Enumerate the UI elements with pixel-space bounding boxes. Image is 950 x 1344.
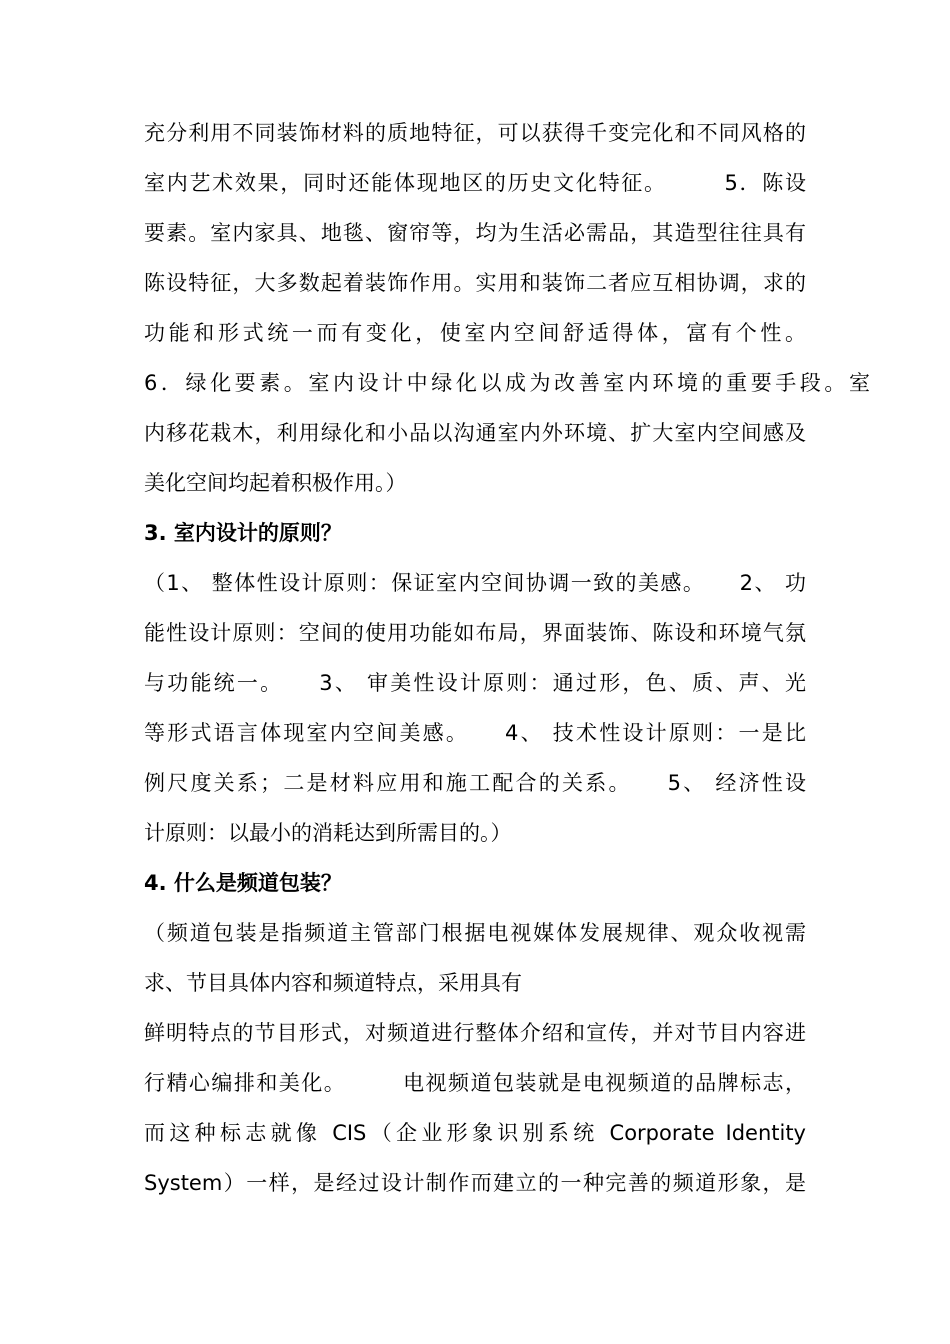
paragraph-line: 6．绿化要素。室内设计中绿化以成为改善室内环境的重要手段。室	[144, 371, 870, 395]
paragraph-line: 鲜明特点的节目形式，对频道进行整体介绍和宣传，并对节目内容进	[144, 1021, 806, 1045]
paragraph-line: 与功能统一。 3、 审美性设计原则：通过形，色、质、声、光	[144, 671, 806, 695]
paragraph-line: 充分利用不同装饰材料的质地特征，可以获得千变完化和不同风格的	[144, 121, 806, 145]
paragraph-line: System）一样，是经过设计制作而建立的一种完善的频道形象，是	[144, 1171, 806, 1195]
paragraph-line: 室内艺术效果，同时还能体现地区的历史文化特征。 5．陈设	[144, 171, 806, 195]
paragraph-line: （1、 整体性设计原则：保证室内空间协调一致的美感。 2、 功	[144, 571, 806, 595]
paragraph-line: （频道包装是指频道主管部门根据电视媒体发展规律、观众收视需	[144, 921, 806, 945]
paragraph-line: 内移花栽木，利用绿化和小品以沟通室内外环境、扩大室内空间感及	[144, 421, 806, 445]
paragraph-line: 能性设计原则：空间的使用功能如布局，界面装饰、陈设和环境气氛	[144, 621, 806, 645]
paragraph-line: 等形式语言体现室内空间美感。 4、 技术性设计原则：一是比	[144, 721, 806, 745]
paragraph-line: 功能和形式统一而有变化，使室内空间舒适得体，富有个性。	[144, 321, 806, 345]
paragraph-line: 而这种标志就像 CIS（企业形象识别系统 Corporate Identity	[144, 1121, 806, 1145]
paragraph-line: 求、节目具体内容和频道特点，采用具有	[144, 971, 522, 995]
section-heading: 4. 什么是频道包装？	[144, 871, 342, 895]
paragraph-line: 例尺度关系；二是材料应用和施工配合的关系。 5、 经济性设	[144, 771, 806, 795]
paragraph-line: 美化空间均起着积极作用。）	[144, 471, 407, 495]
section-heading: 3. 室内设计的原则？	[144, 521, 342, 545]
paragraph-line: 行精心编排和美化。 电视频道包装就是电视频道的品牌标志，	[144, 1071, 806, 1095]
paragraph-line: 计原则：以最小的消耗达到所需目的。）	[144, 821, 512, 845]
paragraph-line: 要素。室内家具、地毯、窗帘等，均为生活必需品，其造型往往具有	[144, 221, 806, 245]
paragraph-line: 陈设特征，大多数起着装饰作用。实用和装饰二者应互相协调，求的	[144, 271, 806, 295]
